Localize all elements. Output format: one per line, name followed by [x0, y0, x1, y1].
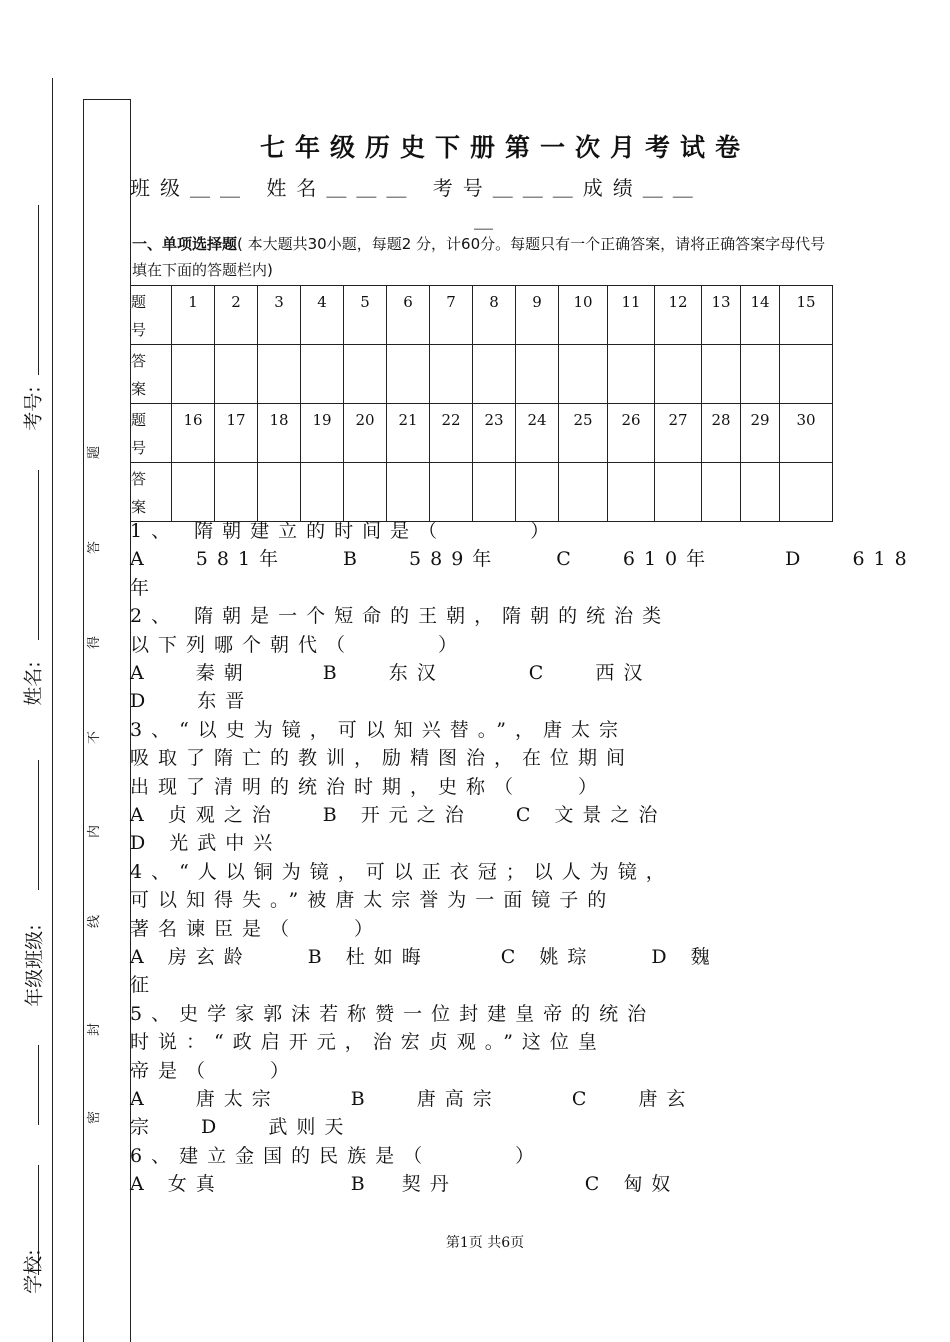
question-number-cell: 11 — [608, 286, 655, 345]
question-number-cell: 23 — [473, 404, 516, 463]
question-line: A 房玄龄 B 杜如晦 C 姚琮 D 魏 — [130, 946, 719, 968]
table-row — [131, 286, 833, 345]
section-heading: 一、单项选择题 — [132, 235, 238, 253]
question-line: 时说：“政启开元，治宏贞观。”这位皇 — [130, 1031, 606, 1054]
seal-char: 内 — [87, 824, 103, 839]
student-info-line: 班级＿＿ 姓名＿＿＿ 考号＿＿＿成绩＿＿ — [130, 176, 703, 200]
answer-cell[interactable] — [516, 345, 559, 404]
answer-cell[interactable] — [344, 463, 387, 522]
question-line: 3、“以史为镜，可以知兴替。”，唐太宗 — [130, 718, 628, 741]
margin-outer-line — [52, 78, 53, 1342]
question-line: A 581年 B 589年 C 610年 D 618 — [130, 548, 916, 571]
answer-cell[interactable] — [473, 345, 516, 404]
name-blank-line — [38, 470, 39, 640]
question-number-cell: 10 — [559, 286, 608, 345]
question-line: 帝是（ ） — [130, 1059, 299, 1082]
table-row — [131, 463, 833, 522]
answer-cell[interactable] — [344, 345, 387, 404]
answer-cell[interactable] — [172, 345, 215, 404]
answer-cell[interactable] — [301, 463, 344, 522]
question-number-cell: 29 — [741, 404, 780, 463]
question-number-cell: 22 — [430, 404, 473, 463]
answer-cell[interactable] — [780, 345, 833, 404]
answer-cell[interactable] — [387, 345, 430, 404]
question-line: 著名谏臣是（ ） — [130, 917, 383, 940]
question-number-cell: 28 — [702, 404, 741, 463]
exam-no-blank-line — [38, 205, 39, 375]
answer-cell[interactable] — [473, 463, 516, 522]
question-number-cell: 25 — [559, 404, 608, 463]
answer-cell[interactable] — [702, 463, 741, 522]
answer-cell[interactable] — [655, 345, 702, 404]
question-number-cell: 15 — [780, 286, 833, 345]
question-number-cell: 18 — [258, 404, 301, 463]
row-label: 答案 — [131, 463, 172, 522]
question-number-cell: 14 — [741, 286, 780, 345]
question-line: 宗 D 武则天 — [130, 1116, 353, 1139]
question-line: 以下列哪个朝代（ ） — [130, 633, 467, 656]
answer-cell[interactable] — [559, 345, 608, 404]
seal-char: 密 — [87, 1110, 103, 1125]
answer-table — [130, 285, 833, 522]
question-number-cell: 27 — [655, 404, 702, 463]
school-label: 学校: — [22, 1249, 45, 1294]
table-row — [131, 404, 833, 463]
seal-char: 线 — [87, 914, 103, 929]
answer-cell[interactable] — [258, 345, 301, 404]
answer-cell[interactable] — [559, 463, 608, 522]
answer-cell[interactable] — [215, 463, 258, 522]
question-line: 征 — [130, 974, 159, 997]
class-blank-line-2 — [38, 1045, 39, 1125]
question-line: D 东晋 — [130, 690, 254, 713]
question-number-cell: 19 — [301, 404, 344, 463]
question-number-cell: 9 — [516, 286, 559, 345]
question-line: 1、 隋朝建立的时间是（ ） — [130, 520, 559, 542]
page-title: 七年级历史下册第一次月考试卷 — [259, 133, 750, 162]
seal-char: 题 — [87, 445, 103, 460]
seal-char: 封 — [87, 1022, 103, 1037]
answer-cell[interactable] — [702, 345, 741, 404]
answer-cell[interactable] — [215, 345, 258, 404]
answer-cell[interactable] — [741, 345, 780, 404]
question-number-cell: 13 — [702, 286, 741, 345]
class-blank-line — [38, 760, 39, 890]
seal-char: 得 — [87, 635, 103, 650]
answer-cell[interactable] — [741, 463, 780, 522]
seal-char: 答 — [87, 540, 103, 555]
answer-cell[interactable] — [258, 463, 301, 522]
exam-no-label: 考号: — [22, 386, 45, 431]
question-line: 年 — [130, 576, 159, 599]
row-label: 题号 — [131, 286, 172, 345]
answer-cell[interactable] — [387, 463, 430, 522]
question-number-cell: 26 — [608, 404, 655, 463]
question-number-cell: 17 — [215, 404, 258, 463]
question-line: 吸取了隋亡的教训，励精图治，在位期间 — [130, 747, 635, 770]
answer-cell[interactable] — [172, 463, 215, 522]
question-number-cell: 1 — [172, 286, 215, 345]
question-line: D 光武中兴 — [130, 832, 282, 855]
answer-cell[interactable] — [516, 463, 559, 522]
answer-cell[interactable] — [780, 463, 833, 522]
question-number-cell: 30 — [780, 404, 833, 463]
question-number-cell: 24 — [516, 404, 559, 463]
row-label: 答案 — [131, 345, 172, 404]
question-number-cell: 21 — [387, 404, 430, 463]
section-header — [132, 231, 832, 283]
margin-box-left — [83, 99, 84, 1342]
student-info-line-wrap: ＿ — [474, 210, 494, 232]
question-number-cell: 8 — [473, 286, 516, 345]
section-instruction: ( 本大题共30小题，每题2 分，计60分。每题只有一个正确答案，请将正确答案字母代号填在下面的答题栏内) — [132, 235, 826, 279]
question-number-cell: 6 — [387, 286, 430, 345]
answer-cell[interactable] — [430, 463, 473, 522]
question-line: 5、史学家郭沫若称赞一位封建皇帝的统治 — [130, 1002, 656, 1025]
question-line: 2、 隋朝是一个短命的王朝，隋朝的统治类 — [130, 605, 671, 628]
row-label: 题号 — [131, 404, 172, 463]
question-number-cell: 7 — [430, 286, 473, 345]
question-number-cell: 12 — [655, 286, 702, 345]
answer-cell[interactable] — [655, 463, 702, 522]
name-label: 姓名: — [22, 661, 45, 706]
class-label: 年级班级: — [23, 924, 46, 1007]
question-line: A 女真 B 契丹 C 匈奴 — [130, 1173, 680, 1196]
question-line: A 唐太宗 B 唐高宗 C 唐玄 — [130, 1088, 695, 1110]
question-line: A 贞观之治 B 开元之治 C 文景之治 — [130, 804, 667, 826]
question-line: 4、“人以铜为镜，可以正衣冠；以人为镜， — [130, 860, 674, 883]
answer-cell[interactable] — [608, 463, 655, 522]
page-footer: 第1页 共6页 — [445, 1235, 525, 1251]
question-line: 出现了清明的统治时期，史称（ ） — [130, 775, 607, 798]
margin-box-top — [83, 99, 131, 100]
question-line: A 秦朝 B 东汉 C 西汉 — [130, 662, 652, 684]
answer-cell[interactable] — [301, 345, 344, 404]
question-number-cell: 16 — [172, 404, 215, 463]
answer-cell[interactable] — [430, 345, 473, 404]
answer-cell[interactable] — [608, 345, 655, 404]
question-number-cell: 5 — [344, 286, 387, 345]
question-number-cell: 2 — [215, 286, 258, 345]
question-number-cell: 4 — [301, 286, 344, 345]
question-line: 6、建立金国的民族是（ ） — [130, 1144, 544, 1167]
question-number-cell: 3 — [258, 286, 301, 345]
question-line: 可以知得失。”被唐太宗誉为一面镜子的 — [130, 889, 616, 912]
question-number-cell: 20 — [344, 404, 387, 463]
seal-char: 不 — [87, 730, 103, 745]
table-row — [131, 345, 833, 404]
